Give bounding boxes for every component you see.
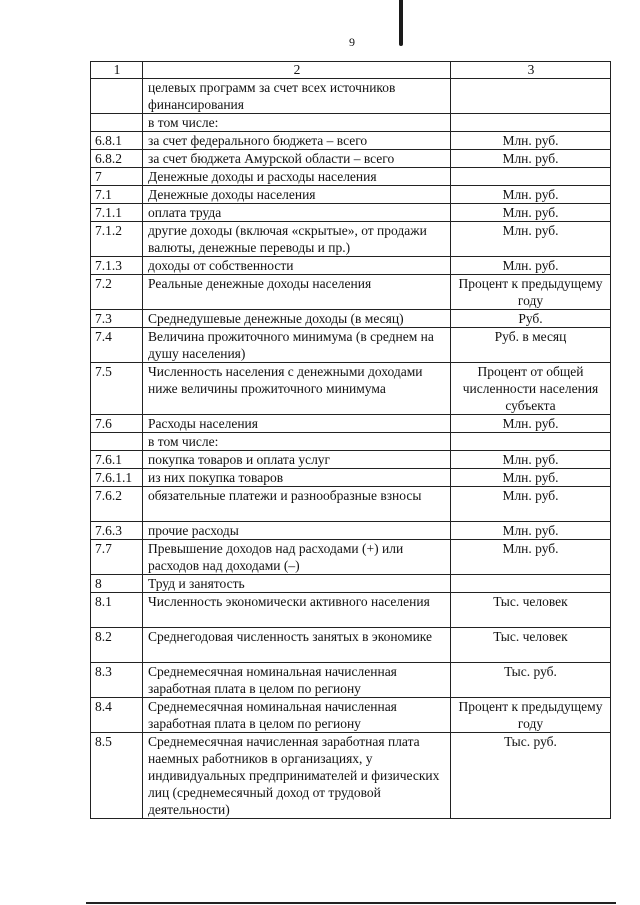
row-number: [91, 433, 143, 451]
table-row: [91, 469, 611, 487]
table-row: [91, 415, 611, 433]
row-number: 7.4: [91, 328, 143, 363]
table-header-row: [91, 62, 611, 79]
row-unit: Млн. руб.: [451, 132, 611, 150]
row-unit: Млн. руб.: [451, 186, 611, 204]
table-row: [91, 663, 611, 698]
row-number: [91, 114, 143, 132]
table-row: [91, 540, 611, 575]
row-unit: Млн. руб.: [451, 487, 611, 522]
row-unit: Млн. руб.: [451, 257, 611, 275]
row-description: за счет федерального бюджета – всего: [143, 132, 451, 150]
row-unit: Млн. руб.: [451, 415, 611, 433]
row-description: Труд и занятость: [143, 575, 451, 593]
table-row: [91, 575, 611, 593]
header-cell-description: 2: [143, 62, 451, 79]
row-number: 7.1: [91, 186, 143, 204]
row-unit: [451, 575, 611, 593]
row-number: 8.5: [91, 733, 143, 819]
row-number: 7.7: [91, 540, 143, 575]
row-unit: Млн. руб.: [451, 540, 611, 575]
row-description: Среднемесячная номинальная начисленная заработная плата в целом по региону: [143, 698, 451, 733]
row-unit: Млн. руб.: [451, 451, 611, 469]
table-row: [91, 132, 611, 150]
row-number: 7.1.2: [91, 222, 143, 257]
row-description: другие доходы (включая «скрытые», от продажи валюты, денежные переводы и пр.): [143, 222, 451, 257]
table-row: [91, 698, 611, 733]
row-unit: Тыс. человек: [451, 593, 611, 628]
bottom-rule: [86, 902, 616, 904]
row-description: Численность населения с денежными доходами ниже величины прожиточного минимума: [143, 363, 451, 415]
table-row: [91, 222, 611, 257]
row-description: Реальные денежные доходы населения: [143, 275, 451, 310]
row-description: Среднегодовая численность занятых в экономике: [143, 628, 451, 663]
table-row: [91, 114, 611, 132]
row-number: 7.6: [91, 415, 143, 433]
row-number: 7.3: [91, 310, 143, 328]
row-description: Численность экономически активного населения: [143, 593, 451, 628]
table-row: [91, 257, 611, 275]
row-number: 7: [91, 168, 143, 186]
row-description: Среднемесячная начисленная заработная плата наемных работников в организациях, у индивидуальных предпринимателей и физических лиц (среднемесячный доход от трудовой деятельности): [143, 733, 451, 819]
header-cell-unit: 3: [451, 62, 611, 79]
table-row: [91, 451, 611, 469]
row-number: 6.8.1: [91, 132, 143, 150]
row-description: целевых программ за счет всех источников финансирования: [143, 79, 451, 114]
row-number: 7.6.3: [91, 522, 143, 540]
row-unit: [451, 433, 611, 451]
indicators-table: [90, 61, 611, 819]
row-description: Денежные доходы и расходы населения: [143, 168, 451, 186]
scan-mark: [399, 0, 403, 46]
row-description: за счет бюджета Амурской области – всего: [143, 150, 451, 168]
table-row: [91, 628, 611, 663]
row-description: из них покупка товаров: [143, 469, 451, 487]
row-unit: Тыс. руб.: [451, 663, 611, 698]
row-unit: [451, 79, 611, 114]
row-description: обязательные платежи и разнообразные взносы: [143, 487, 451, 522]
row-unit: Млн. руб.: [451, 522, 611, 540]
table-row: [91, 310, 611, 328]
row-unit: Процент от общей численности населения субъекта: [451, 363, 611, 415]
row-number: 7.6.1: [91, 451, 143, 469]
row-unit: Тыс. руб.: [451, 733, 611, 819]
row-unit: Млн. руб.: [451, 222, 611, 257]
table-row: [91, 168, 611, 186]
table-row: [91, 204, 611, 222]
row-number: 6.8.2: [91, 150, 143, 168]
row-description: Среднедушевые денежные доходы (в месяц): [143, 310, 451, 328]
row-description: Среднемесячная номинальная начисленная заработная плата в целом по региону: [143, 663, 451, 698]
row-unit: Процент к предыдущему году: [451, 275, 611, 310]
table-row: [91, 593, 611, 628]
table-row: [91, 363, 611, 415]
row-unit: Млн. руб.: [451, 469, 611, 487]
row-description: Расходы населения: [143, 415, 451, 433]
row-number: 7.6.1.1: [91, 469, 143, 487]
row-number: [91, 79, 143, 114]
row-number: 7.6.2: [91, 487, 143, 522]
row-description: оплата труда: [143, 204, 451, 222]
row-number: 8: [91, 575, 143, 593]
table-row: [91, 186, 611, 204]
row-description: Денежные доходы населения: [143, 186, 451, 204]
row-description: в том числе:: [143, 433, 451, 451]
row-unit: Тыс. человек: [451, 628, 611, 663]
row-description: прочие расходы: [143, 522, 451, 540]
table-row: [91, 733, 611, 819]
row-description: Превышение доходов над расходами (+) или расходов над доходами (–): [143, 540, 451, 575]
row-number: 8.3: [91, 663, 143, 698]
row-unit: [451, 114, 611, 132]
page-number: 9: [349, 35, 355, 49]
indicators-table-wrapper: [90, 61, 610, 819]
row-number: 8.2: [91, 628, 143, 663]
row-unit: Руб.: [451, 310, 611, 328]
row-unit: [451, 168, 611, 186]
row-unit: Млн. руб.: [451, 150, 611, 168]
row-number: 8.1: [91, 593, 143, 628]
row-number: 7.1.1: [91, 204, 143, 222]
row-description: Величина прожиточного минимума (в среднем на душу населения): [143, 328, 451, 363]
row-unit: Процент к предыдущему году: [451, 698, 611, 733]
table-row: [91, 275, 611, 310]
row-number: 8.4: [91, 698, 143, 733]
row-unit: Млн. руб.: [451, 204, 611, 222]
table-row: [91, 150, 611, 168]
row-number: 7.1.3: [91, 257, 143, 275]
row-number: 7.5: [91, 363, 143, 415]
row-unit: Руб. в месяц: [451, 328, 611, 363]
table-row: [91, 79, 611, 114]
table-row: [91, 487, 611, 522]
table-row: [91, 328, 611, 363]
row-description: покупка товаров и оплата услуг: [143, 451, 451, 469]
table-row: [91, 433, 611, 451]
table-row: [91, 522, 611, 540]
row-number: 7.2: [91, 275, 143, 310]
row-description: в том числе:: [143, 114, 451, 132]
row-description: доходы от собственности: [143, 257, 451, 275]
header-cell-number: 1: [91, 62, 143, 79]
